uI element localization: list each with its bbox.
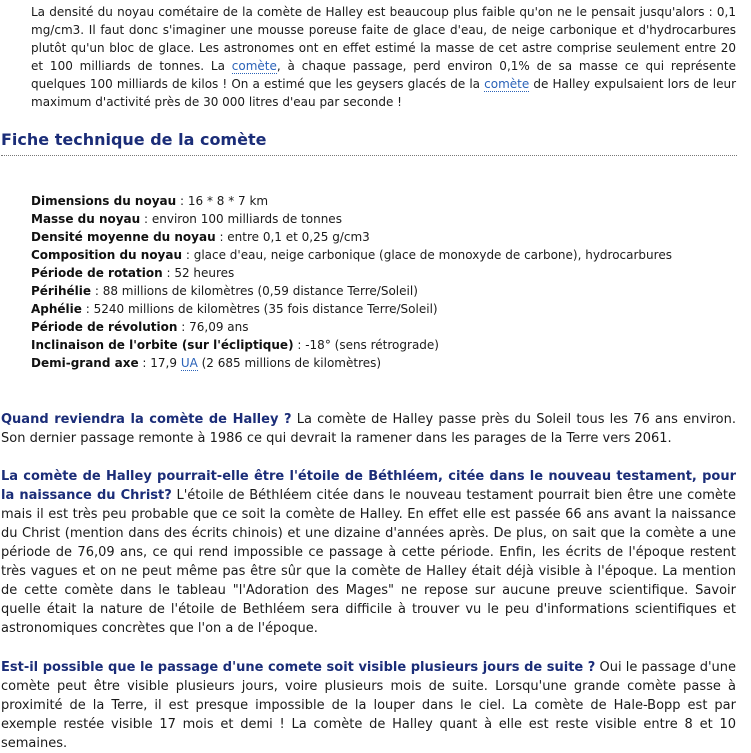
spec-label: Composition du noyau: [31, 248, 183, 262]
spec-row: [31, 228, 736, 246]
spec-row: [31, 318, 736, 336]
spec-row: [31, 300, 736, 318]
spec-label: Dimensions du noyau: [31, 194, 177, 208]
spec-value: : environ 100 milliards de tonnes: [140, 212, 342, 226]
qa-answer: La comète de Halley passe près du Soleil tous les 76 ans environ. Son dernier passage remonte à 1986 ce qui devrait la ramener dans les parages de la Terre vers 2061.: [1, 412, 736, 446]
spec-value: : 52 heures: [162, 266, 235, 280]
spec-value: : 5240 millions de kilomètres (35 fois distance Terre/Soleil): [81, 302, 438, 316]
spec-value: : glace d'eau, neige carbonique (glace de monoxyde de carbone), hydrocarbures: [182, 248, 672, 262]
spec-value: : entre 0,1 et 0,25 g/cm3: [215, 230, 370, 244]
spec-value: : 17,9: [138, 356, 181, 370]
spec-row: [31, 192, 736, 210]
qa-question: Est-il possible que le passage d'une comete soit visible plusieurs jours de suite ?: [1, 660, 596, 675]
spec-list: [31, 192, 736, 372]
comete-link-1[interactable]: comète: [231, 59, 277, 73]
spec-value: : 16 * 8 * 7 km: [176, 194, 269, 208]
qa-item: [1, 658, 736, 753]
spec-value: : 88 millions de kilomètres (0,59 distance Terre/Soleil): [91, 284, 418, 298]
intro-text-2: , à chaque passage, perd environ 0,1% de sa masse ce qui représente quelques 100 milliards de kilos ! On a estimé que les geysers glacés de la: [31, 59, 736, 91]
spec-row: [31, 336, 736, 354]
section-title: Fiche technique de la comète: [1, 129, 737, 156]
spec-row: [31, 246, 736, 264]
qa-answer: L'étoile de Béthléem citée dans le nouveau testament pourrait bien être une comète mais il est très peu probable que ce soit la comète de Halley. En effet elle est passée 66 ans avant la naissance du Christ (mention dans des écrits chinois) et une dizaine d'années après. De plus, on sait que la comète a une période de 76,09 ans, ce qui rend impossible ce passage à cette période. Enfin, les écrits de l'époque restent très vagues et on ne peut même pas être sûr que la comète de Halley était déjà visible à l'époque. La mention de cette comète dans le tableau "l'Adoration des Mages" ne repose sur aucune preuve scientifique. Savoir quelle était la nature de l'étoile de Bethléem sera difficile à trouver vu le peu d'informations scientifiques et astronomiques concrètes que l'on a de l'époque.: [1, 488, 736, 636]
qa-question: Quand reviendra la comète de Halley ?: [1, 412, 292, 427]
spec-label: Inclinaison de l'orbite (sur l'écliptique): [31, 338, 294, 352]
qa-question: La comète de Halley pourrait-elle être l'étoile de Béthléem, citée dans le nouveau testament, pour la naissance du Christ?: [1, 469, 736, 503]
qa-item: [1, 410, 736, 448]
spec-label: Demi-grand axe: [31, 356, 139, 370]
spec-row: [31, 264, 736, 282]
spec-row: [31, 210, 736, 228]
ua-link[interactable]: UA: [180, 356, 198, 370]
spec-label: Périhélie: [31, 284, 92, 298]
spec-value: : 76,09 ans: [177, 320, 249, 334]
spec-label: Aphélie: [31, 302, 82, 316]
intro-paragraph: [31, 3, 736, 111]
qa-answer: Oui le passage d'une comète peut être visible plusieurs jours, voire plusieurs mois de suite. Lorsqu'une grande comète passe à proximité de la Terre, il est presque impossible de la louper dans le ciel. La comète de Hale-Bopp est par exemple restée visible 17 mois et demi ! La comète de Halley quant à elle est reste visible entre 8 et 10 semaines.: [1, 660, 736, 751]
qa-item: [1, 467, 736, 638]
spec-label: Densité moyenne du noyau: [31, 230, 216, 244]
spec-value-suffix: (2 685 millions de kilomètres): [197, 356, 382, 370]
spec-label: Période de rotation: [31, 266, 163, 280]
intro-text-3: de Halley expulsaient lors de leur maximum d'activité près de 30 000 litres d'eau par seconde !: [31, 77, 737, 109]
spec-value: : -18° (sens rétrograde): [293, 338, 439, 352]
spec-row: [31, 282, 736, 300]
spec-row: [31, 354, 736, 372]
intro-text-1: La densité du noyau cométaire de la comète de Halley est beaucoup plus faible qu'on ne le pensait jusqu'alors : 0,1 mg/cm3. Il faut donc s'imaginer une mousse poreuse faite de glace d'eau, de neige carbonique et d'hydrocarbures plutôt qu'un bloc de glace. Les astronomes ont en effet estimé la masse de cet astre comprise seulement entre 20 et 100 milliards de tonnes. La: [31, 5, 736, 73]
spec-label: Période de révolution: [31, 320, 178, 334]
spec-label: Masse du noyau: [31, 212, 141, 226]
comete-link-2[interactable]: comète: [484, 77, 530, 91]
